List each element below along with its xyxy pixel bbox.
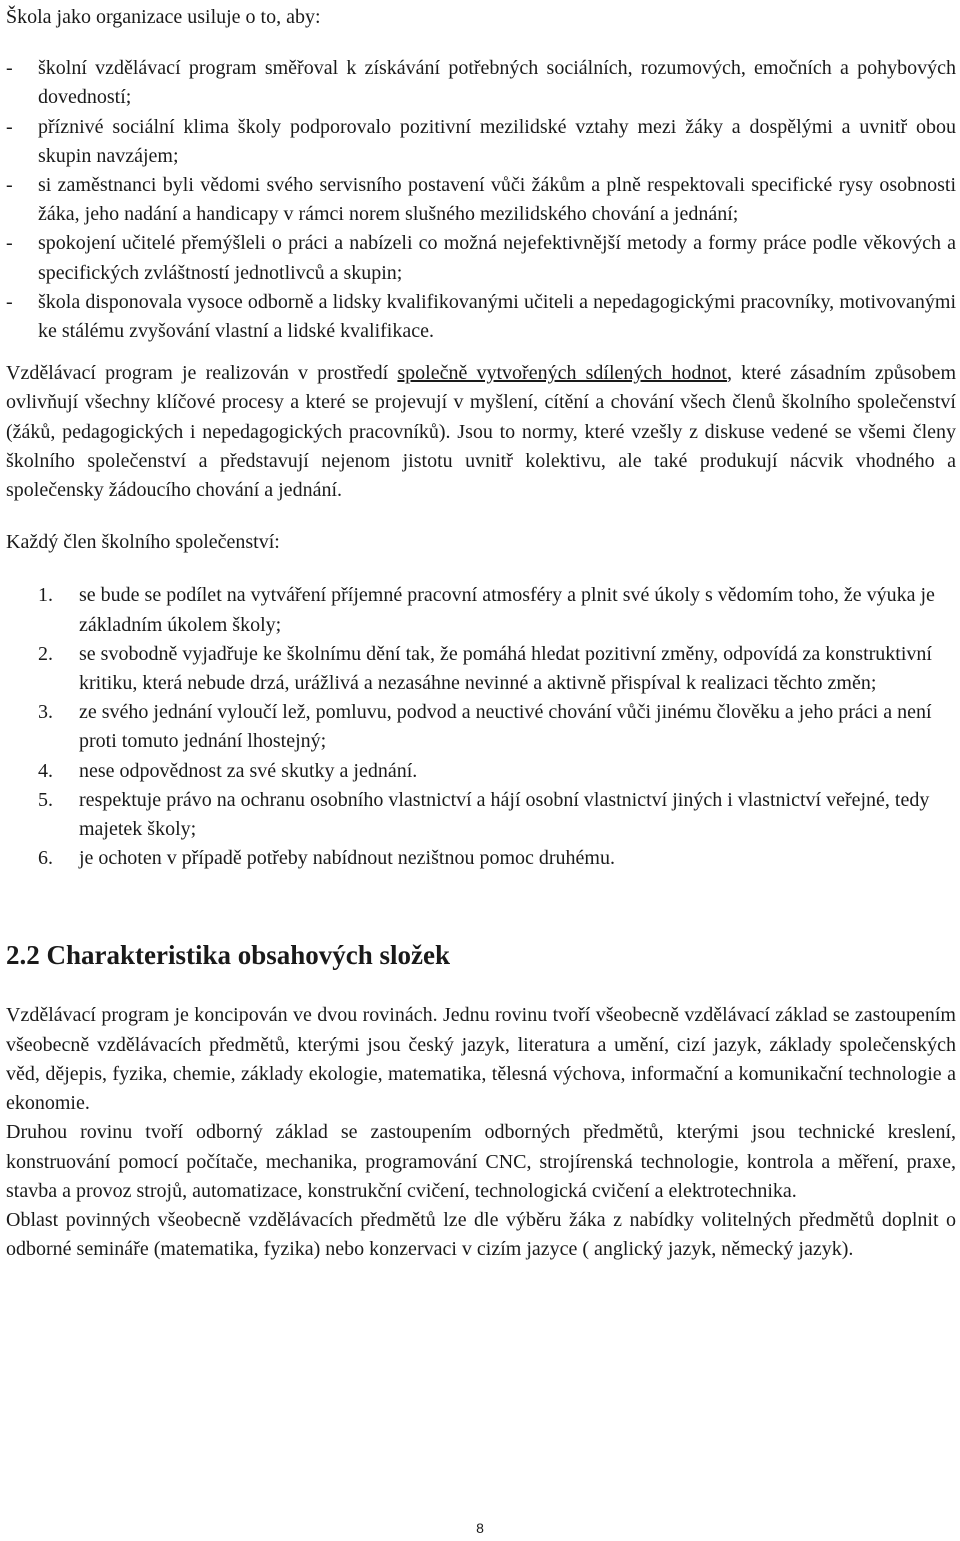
item-number: 2.	[38, 642, 53, 665]
shared-values-paragraph	[6, 359, 956, 505]
bullet-dash: -	[6, 174, 13, 197]
list-item-text: příznivé sociální klima školy podporovalo pozitivní mezilidské vztahy mezi žáky a dospělými a uvnitř obou skupin navzájem;	[38, 115, 956, 167]
item-text: je ochoten v případě potřeby nabídnout nezištnou pomoc druhému.	[79, 847, 615, 870]
numbered-item	[6, 581, 936, 639]
document-page	[6, 3, 956, 1264]
item-number: 1.	[38, 584, 53, 607]
list-item-text: školní vzdělávací program směřoval k získávání potřebných sociálních, rozumových, emočních a pohybových dovedností;	[38, 57, 956, 109]
list-item	[6, 288, 956, 346]
shared-values-text-before: Vzdělávací program je realizován v prostředí	[6, 362, 398, 385]
list-item	[6, 229, 956, 287]
numbered-item	[6, 844, 936, 873]
item-number: 4.	[38, 759, 53, 782]
shared-values-underlined: společně vytvořených sdílených hodnot	[397, 362, 727, 385]
list-item-text: spokojení učitelé přemýšleli o práci a nabízeli co možná nejefektivnější metody a formy práce podle věkových a specifických zvláštností jednotlivců a skupin;	[38, 232, 956, 284]
item-text: nese odpovědnost za své skutky a jednání.	[79, 759, 418, 782]
list-item-text: škola disponovala vysoce odborně a lidsky kvalifikovanými učiteli a nepedagogickými pracovníky, motivovanými ke stálému zvyšování vlastní a lidské kvalifikace.	[38, 290, 956, 343]
item-number: 3.	[38, 701, 53, 724]
bullet-dash: -	[6, 232, 13, 255]
numbered-item	[6, 640, 936, 698]
item-number: 5.	[38, 788, 53, 811]
member-duties-list	[6, 581, 936, 873]
item-text: ze svého jednání vyloučí lež, pomluvu, podvod a neuctivé chování vůči jinému člověku a jeho práci a není proti tomuto jednání lhostejný;	[79, 701, 932, 753]
list-item	[6, 113, 956, 171]
section-paragraph: Oblast povinných všeobecně vzdělávacích předmětů lze dle výběru žáka z nabídky volitelných předmětů doplnit o odborné semináře (matematika, fyzika) nebo konzervaci v cizím jazyce ( anglický jazyk, německý jazyk).	[6, 1208, 956, 1261]
numbered-item	[6, 757, 936, 786]
section-body	[6, 1001, 956, 1264]
member-heading: Každý člen školního společenství:	[6, 531, 280, 554]
item-text: se svobodně vyjadřuje ke školnímu dění tak, že pomáhá hledat pozitivní změny, odpovídá za konstruktivní kritiku, která nebude drzá, urážlivá a nezasáhne nevinné a aktivně přispíval k realizaci těchto změn;	[79, 642, 932, 695]
list-item	[6, 54, 956, 112]
list-item-text: si zaměstnanci byli vědomi svého servisního postavení vůči žákům a plně respektovali specifické rysy osobnosti žáka, jeho nadání a handicapy v rámci norem slušného mezilidského chování a jednání;	[38, 174, 956, 226]
goals-list	[6, 54, 956, 346]
numbered-item	[6, 786, 936, 844]
intro-heading: Škola jako organizace usiluje o to, aby:	[6, 6, 321, 28]
list-item	[6, 171, 956, 229]
item-text: se bude se podílet na vytváření příjemné pracovní atmosféry a plnit své úkoly s vědomím toho, že výuka je základním úkolem školy;	[79, 584, 935, 636]
bullet-dash: -	[6, 57, 13, 80]
section-paragraph: Vzdělávací program je koncipován ve dvou rovinách. Jednu rovinu tvoří všeobecně vzdělávací základ se zastoupením všeobecně vzdělávacích předmětů, kterými jsou český jazyk, literatura a umění, cizí jazyk, základy společenských věd, dějepis, fyzika, chemie, základy ekologie, matematika, tělesná výchova, informační a komunikační technologie a ekonomie.	[6, 1004, 956, 1115]
item-number: 6.	[38, 847, 53, 870]
bullet-dash: -	[6, 115, 13, 138]
numbered-item	[6, 698, 936, 756]
section-paragraph: Druhou rovinu tvoří odborný základ se zastoupením odborných předmětů, kterými jsou technické kreslení, konstruování pomocí počítače, mechanika, programování CNC, strojírenská technologie, kontrola a měření, praxe, stavba a provoz strojů, automatizace, konstrukční cvičení, technologická cvičení a elektrotechnika.	[6, 1121, 956, 1202]
bullet-dash: -	[6, 290, 13, 313]
section-heading: 2.2 Charakteristika obsahových složek	[6, 940, 451, 971]
page-number: 8	[476, 1520, 484, 1536]
item-text: respektuje právo na ochranu osobního vlastnictví a hájí osobní vlastnictví jiných i vlastnictví veřejné, tedy majetek školy;	[79, 788, 930, 841]
shared-values-text-after: , které zásadním způsobem ovlivňují všechny klíčové procesy a které se projevují v myšlení, cítění a chování všech členů školního společenství (žáků, pedagogických i nepedagogických pracovníků). Jsou to normy, které vzešly z diskuse vedené se všemi členy školního společenství a představují nejenom jistotu uvnitř kolektivu, ale také produkují nácvik vhodného a společensky žádoucího chování a jednání.	[6, 362, 956, 502]
